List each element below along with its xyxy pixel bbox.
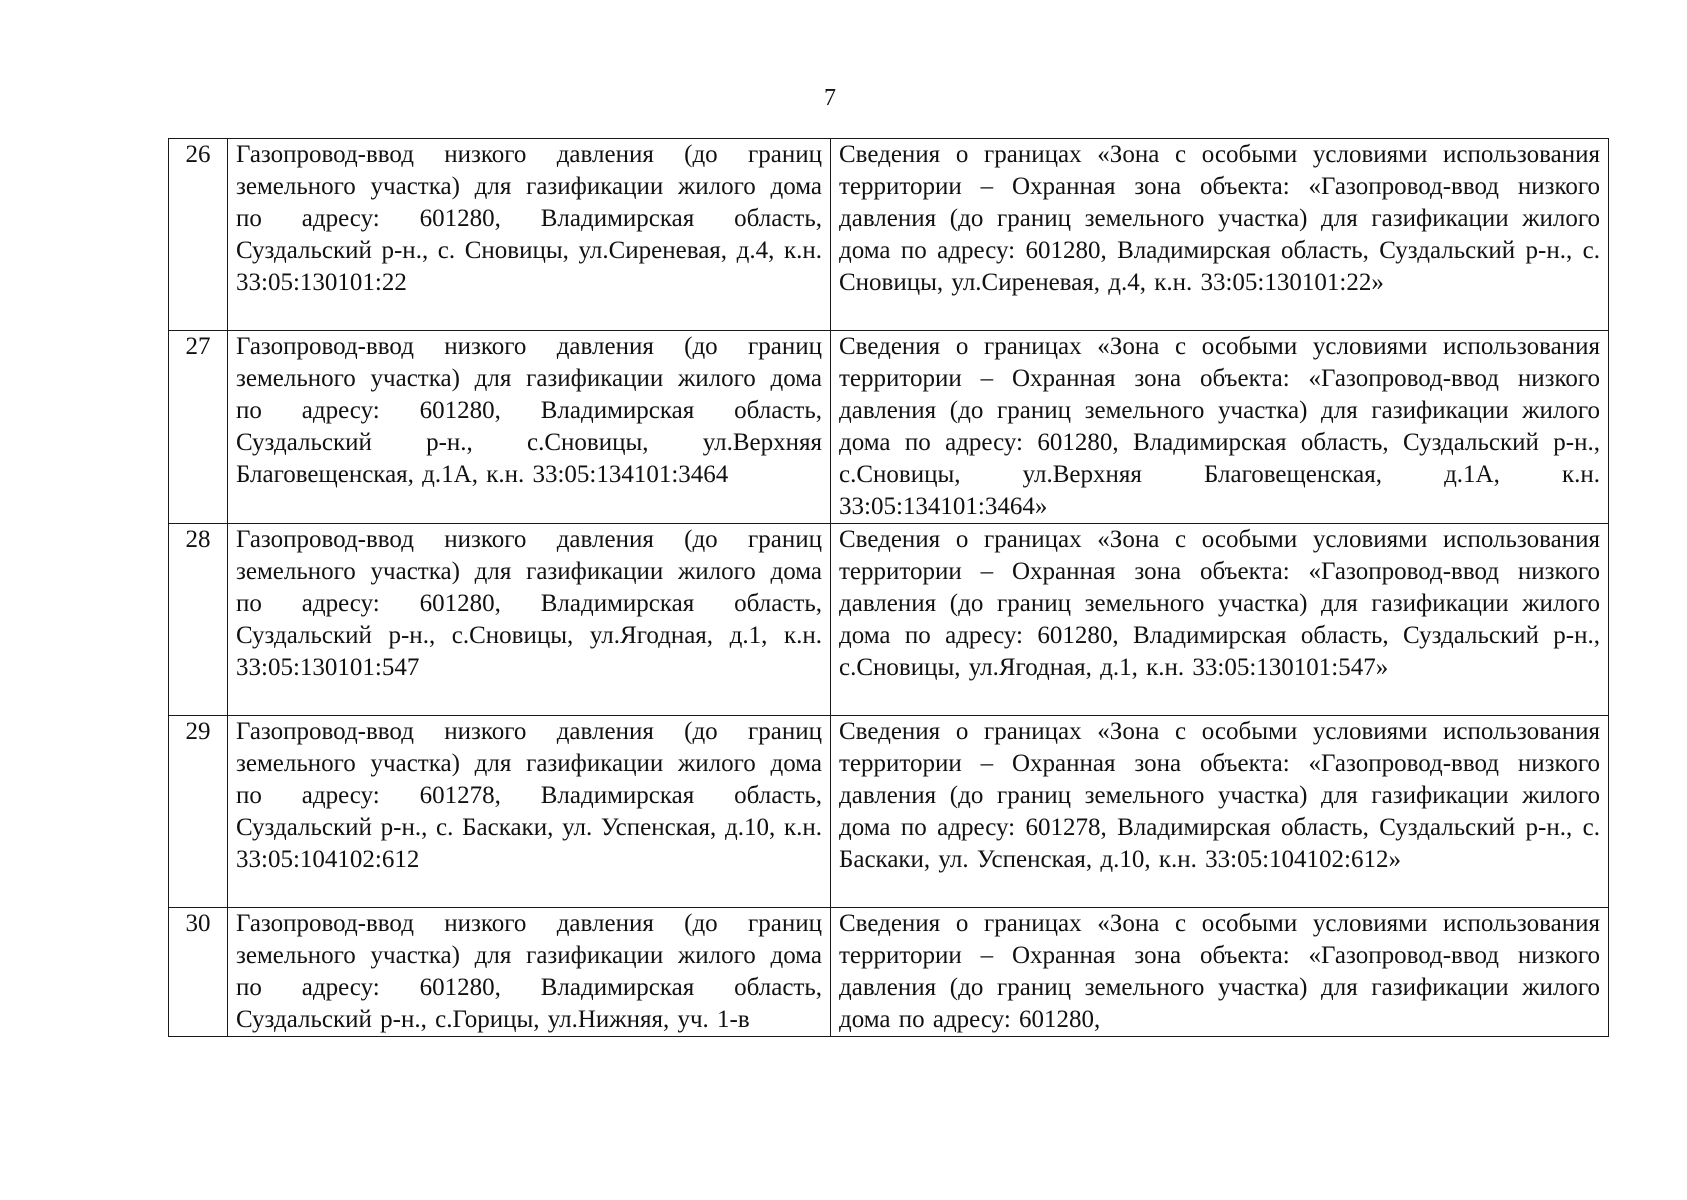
object-description-cell	[228, 139, 831, 331]
object-description: Газопровод-ввод низкого давления (до границ земельного участка) для газификации жилого дома по адресу: 601280, Владимирская область, Суздальский р-н., с. Сновицы, ул.Сиреневая, д.4, к.н. 33:05:130101:22	[236, 141, 822, 296]
object-description-cell	[228, 331, 831, 524]
object-description-cell	[228, 908, 831, 1037]
object-description-cell	[228, 716, 831, 908]
zone-info-cell	[831, 908, 1609, 1037]
zone-info: Сведения о границах «Зона с особыми условиями использования территории – Охранная зона объекта: «Газопровод-ввод низкого давления (до границ земельного участка) для газификации жилого дома по адресу: 601278, Владимирская область, Суздальский р-н., с. Баскаки, ул. Успенская, д.10, к.н. 33:05:104102:612»	[839, 718, 1600, 873]
document-table-container	[168, 138, 1608, 1037]
zone-info-cell	[831, 139, 1609, 331]
zone-info-cell	[831, 716, 1609, 908]
zone-info: Сведения о границах «Зона с особыми условиями использования территории – Охранная зона объекта: «Газопровод-ввод низкого давления (до границ земельного участка) для газификации жилого дома по адресу: 601280, Владимирская область, Суздальский р-н., с.Сновицы, ул.Верхняя Благовещенская, д.1А, к.н. 33:05:134101:3464»	[839, 333, 1600, 520]
table-row	[169, 524, 1609, 716]
object-description: Газопровод-ввод низкого давления (до границ земельного участка) для газификации жилого дома по адресу: 601280, Владимирская область, Суздальский р-н., с.Горицы, ул.Нижняя, уч. 1-в	[236, 910, 822, 1033]
zone-info: Сведения о границах «Зона с особыми условиями использования территории – Охранная зона объекта: «Газопровод-ввод низкого давления (до границ земельного участка) для газификации жилого дома по адресу: 601280,	[839, 910, 1600, 1033]
row-number: 29	[169, 716, 228, 908]
row-number: 30	[169, 908, 228, 1037]
object-description: Газопровод-ввод низкого давления (до границ земельного участка) для газификации жилого дома по адресу: 601280, Владимирская область, Суздальский р-н., с.Сновицы, ул.Ягодная, д.1, к.н. 33:05:130101:547	[236, 526, 822, 681]
table-row	[169, 331, 1609, 524]
object-description: Газопровод-ввод низкого давления (до границ земельного участка) для газификации жилого дома по адресу: 601280, Владимирская область, Суздальский р-н., с.Сновицы, ул.Верхняя Благовещенская, д.1А, к.н. 33:05:134101:3464	[236, 333, 822, 488]
table-row	[169, 908, 1609, 1037]
zones-table	[168, 138, 1609, 1037]
page-number: 7	[824, 85, 836, 111]
row-number: 27	[169, 331, 228, 524]
row-number: 28	[169, 524, 228, 716]
zone-info: Сведения о границах «Зона с особыми условиями использования территории – Охранная зона объекта: «Газопровод-ввод низкого давления (до границ земельного участка) для газификации жилого дома по адресу: 601280, Владимирская область, Суздальский р-н., с.Сновицы, ул.Ягодная, д.1, к.н. 33:05:130101:547»	[839, 526, 1600, 681]
table-row	[169, 716, 1609, 908]
zone-info: Сведения о границах «Зона с особыми условиями использования территории – Охранная зона объекта: «Газопровод-ввод низкого давления (до границ земельного участка) для газификации жилого дома по адресу: 601280, Владимирская область, Суздальский р-н., с. Сновицы, ул.Сиреневая, д.4, к.н. 33:05:130101:22»	[839, 141, 1600, 296]
table-row	[169, 139, 1609, 331]
zone-info-cell	[831, 331, 1609, 524]
row-number: 26	[169, 139, 228, 331]
zone-info-cell	[831, 524, 1609, 716]
object-description: Газопровод-ввод низкого давления (до границ земельного участка) для газификации жилого дома по адресу: 601278, Владимирская область, Суздальский р-н., с. Баскаки, ул. Успенская, д.10, к.н. 33:05:104102:612	[236, 718, 822, 873]
object-description-cell	[228, 524, 831, 716]
